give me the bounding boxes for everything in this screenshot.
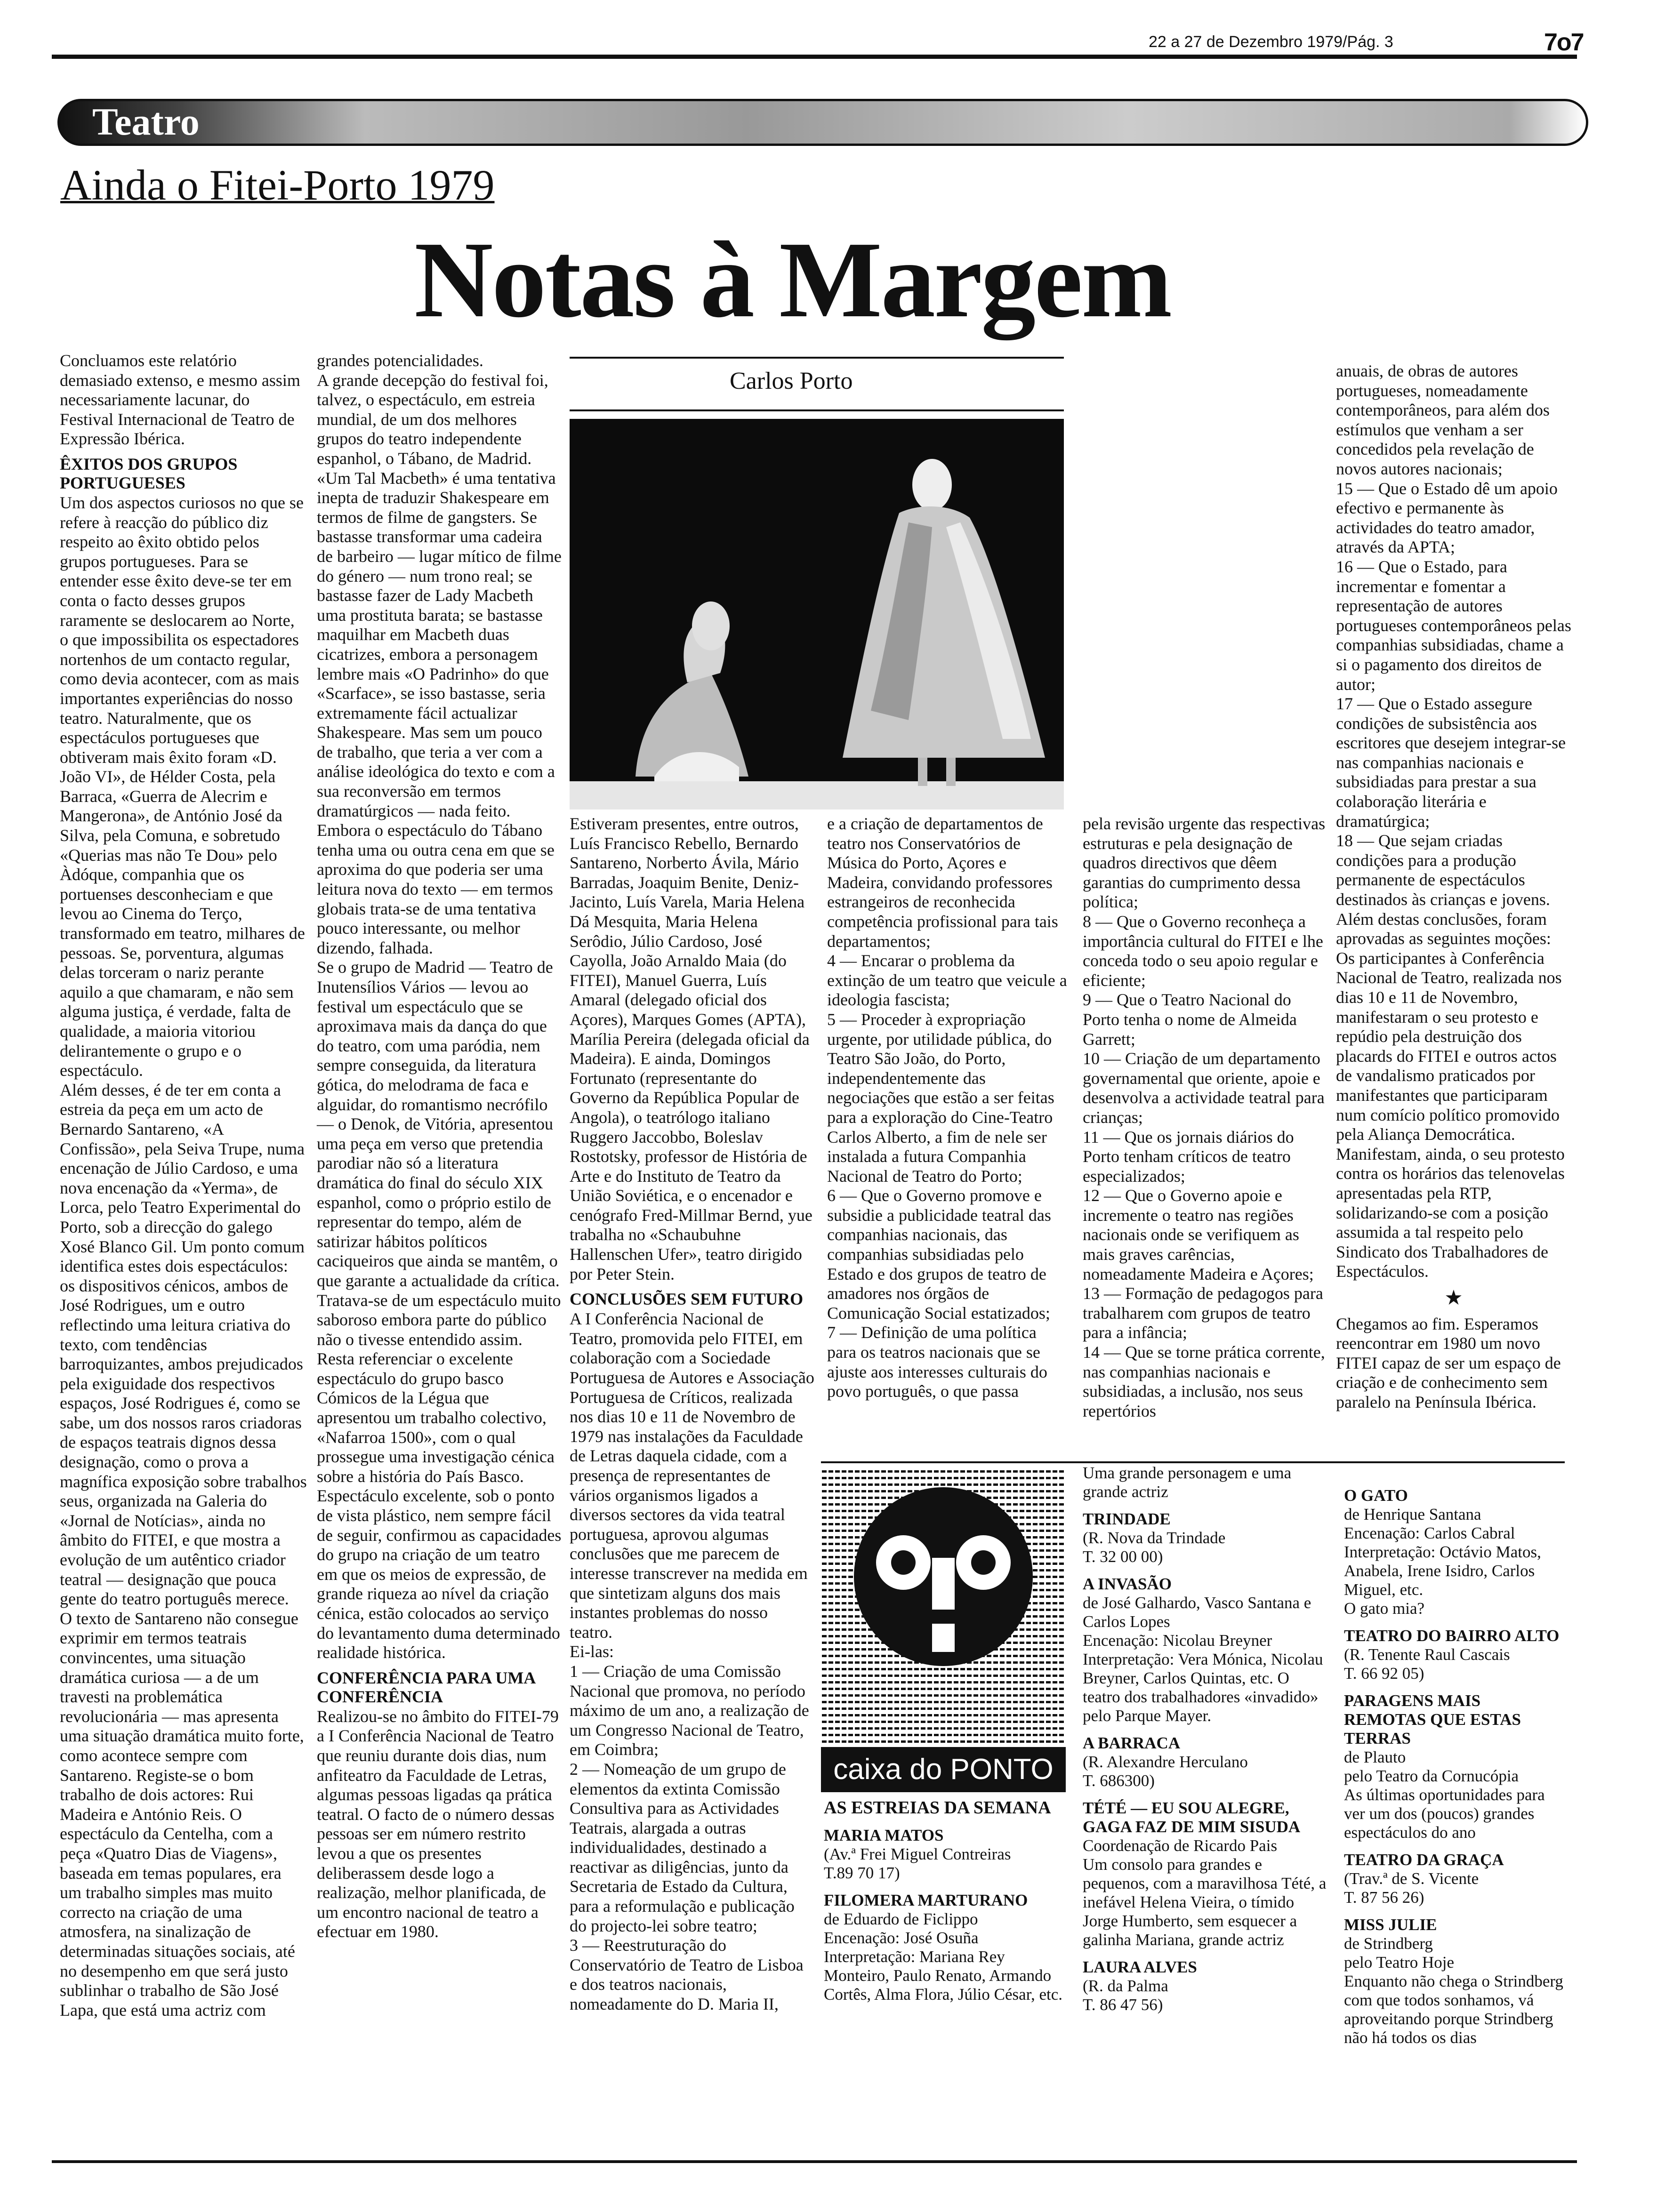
byline-rule-top bbox=[570, 357, 1064, 359]
article-column-4 bbox=[827, 814, 1067, 1402]
caixa-do-ponto-graphic bbox=[821, 1468, 1066, 1798]
header-top-rule bbox=[52, 55, 1577, 59]
listing-line: T. 32 00 00) bbox=[1083, 1547, 1163, 1566]
listing-line: Uma grande personagem e uma grande actriz bbox=[1083, 1464, 1292, 1501]
paragraph: Um dos aspectos curiosos no que se refere à reacção do público diz respeito ao êxito obtido pelos grupos portugueses. Para se entender esse êxito deve-se ter em conta o facto desses grupos raramente se deslocarem ao Norte, o que impossibilita os espectadores nortenhos de um contacto regular, como devia acontecer, com as mais importantes experiências do nosso teatro. Naturalmente, que os espectáculos portugueses que obtiveram mais êxito foram «D. João VI», de Hélder Costa, pela Barraca, «Guerra de Alecrim e Mangerona», de António José da Silva, pela Comuna, e sobretudo «Querias mas não Te Dou» pelo Àdóque, companhia que os portuenses desconheciam e que levou ao Cinema do Terço, transformado em teatro, milhares de pessoas. Se, porventura, algumas delas torceram o nariz perante aquilo a que chamaram, e não sem alguma justiça, é verdade, falta de qualidade, a maioria vitoriou delirantemente o grupo e o espectáculo. bbox=[60, 493, 305, 1080]
listing-title: A BARRACA bbox=[1083, 1734, 1181, 1752]
listing-line: O gato mia? bbox=[1344, 1599, 1425, 1618]
listing-line: Interpretação: Vera Mónica, Nicolau Breyner, Carlos Quintas, etc. O teatro dos trabalhadores «invadido» pelo Parque Mayer. bbox=[1083, 1650, 1323, 1725]
box-top-rule bbox=[821, 1461, 1565, 1463]
listing-line: de Strindberg bbox=[1344, 1934, 1433, 1953]
subheading: CONCLUSÕES SEM FUTURO bbox=[570, 1290, 804, 1309]
listing-line: T. 66 92 05) bbox=[1344, 1664, 1424, 1683]
listing-line: pelo Teatro da Cornucópia bbox=[1344, 1767, 1519, 1785]
listing-line: Interpretação: Mariana Rey Monteiro, Paulo Renato, Armando Cortês, Alma Flora, Júlio César, etc. bbox=[824, 1948, 1062, 2004]
paragraph: Se o grupo de Madrid — Teatro de Inutensílios Vários — levou ao festival um espectáculo que se aproximava mais da dança do que do teatro, com uma paródia, nem sempre conseguida, da literatura gótica, do melodrama de faca e alguidar, do romantismo necrófilo — o Denok, de Vitória, apresentou uma peça em verso que pretendia parodiar não só a literatura dramática do final do século XIX espanhol, como o próprio estilo de representar do tempo, além de satirizar hábitos políticos caciqueiros que ainda se mantêm, o que garante a actualidade da crítica. bbox=[317, 958, 560, 1290]
paragraph: Manifestam, ainda, o seu protesto contra os horários das telenovelas apresentadas pela RTP, solidarizando-se com a posição assumida a tal respeito pelo Sindicato dos Trabalhadores de Espectáculos. bbox=[1336, 1144, 1565, 1281]
header-date-page: 22 a 27 de Dezembro 1979/Pág. 3 bbox=[1149, 33, 1393, 51]
listing-line: As últimas oportunidades para ver um dos (poucos) grandes espectáculos do ano bbox=[1344, 1786, 1545, 1842]
listing-line: Um consolo para grandes e pequenos, com a maravilhosa Tété, a inefável Helena Vieira, o tímido Jorge Humberto, sem esquecer a galinha Mariana, grande actriz bbox=[1083, 1855, 1327, 1949]
paragraph: Chegamos ao fim. Esperamos reencontrar em 1980 um novo FITEI capaz de ser um espaço de criação e de conhecimento sem paralelo na Península Ibérica. bbox=[1336, 1314, 1561, 1411]
article-column-2 bbox=[317, 351, 562, 1942]
paragraph: Além desses, é de ter em conta a estreia da peça em um acto de Bernardo Santareno, «A Confissão», pela Seiva Trupe, numa encenação de Júlio Cardoso, e uma nova encenação da «Yerma», de Lorca, pelo Teatro Experimental do Porto, sob a direcção do galego Xosé Blanco Gil. Um ponto comum identifica estes dois espectáculos: os dispositivos cénicos, ambos de José Rodrigues, um e outro reflectindo uma leitura criativa do texto, com tendências barroquizantes, ambos prejudicados pela exiguidade dos respectivos espaços, José Rodrigues é, como se sabe, um dos nossos raros criadoras de espaços teatrais dignos dessa designação, como o prova a magnífica exposição sobre trabalhos seus, organizada na Galeria do «Jornal de Notícias», ainda no âmbito do FITEI, e que mostra a evolução de um autêntico criador teatral — designação que pouca gente do teatro português merece. bbox=[60, 1080, 307, 1609]
listing-line: (R. Tenente Raul Cascais bbox=[1344, 1645, 1510, 1664]
listing-title: TÉTÉ — EU SOU ALEGRE, GAGA FAZ DE MIM SISUDA bbox=[1083, 1799, 1301, 1836]
subheading: CONFERÊNCIA PARA UMA CONFERÊNCIA bbox=[317, 1668, 535, 1706]
paragraph: e a criação de departamentos de teatro nos Conservatórios de Música do Porto, Açores e Madeira, convidando professores estrangeiros de reconhecida competência profissional para tais departamentos; bbox=[827, 814, 1058, 951]
listing-line: de Eduardo de Ficlippo bbox=[824, 1910, 978, 1928]
byline: Carlos Porto bbox=[730, 368, 853, 394]
paragraph: 5 — Proceder à expropriação urgente, por utilidade pública, do Teatro São João, do Porto, independentemente das negociações que estão a ser feitas para a exploração do Cine-Teatro Carlos Alberto, a fim de nele ser instalada a futura Companhia Nacional de Teatro do Porto; bbox=[827, 1010, 1054, 1186]
listing-title: MISS JULIE bbox=[1344, 1915, 1437, 1934]
paragraph: O texto de Santareno não consegue exprimir em termos teatrais convincentes, uma situação dramática curiosa — a de um travesti na problemática revolucionária — mas apresenta uma situação dramática muito forte, como acontece sempre com Santareno. Registe-se o bom trabalho de dois actores: Rui Madeira e António Reis. O espectáculo da Centelha, com a peça «Quatro Dias de Viagens», baseada em temas populares, era um trabalho simples mas muito correcto na criação de uma atmosfera, na sinalização de determinadas situações sociais, até no desempenho em que será justo sublinhar o trabalho de São José Lapa, que está uma actriz com bbox=[60, 1609, 304, 2020]
headline: Notas à Margem bbox=[414, 219, 1171, 340]
section-label: Teatro bbox=[92, 100, 200, 143]
paragraph: Tratava-se de um espectáculo muito saboroso embora parte do público não o tivesse entendido assim. bbox=[317, 1290, 561, 1349]
paragraph: A grande decepção do festival foi, talvez, o espectáculo, em estreia mundial, de um dos melhores grupos do teatro independente espanhol, o Tábano, de Madrid. «Um Tal Macbeth» é uma tentativa inepta de traduzir Shakespeare em termos de filme de gangsters. Se bastasse transformar uma cadeira de barbeiro — lugar mítico de filme do género — num trono real; se bastasse fazer de Lady Macbeth uma prostituta barata; se bastasse maquilhar em Macbeth duas cicatrizes, embora a personagem lembre mais «O Padrinho» do que «Scarface», se isso bastasse, seria extremamente fácil actualizar Shakespeare. Mas sem um pouco de trabalho, que teria a ver com a análise ideológica do texto e com a sua reconversão em termos dramatúrgicos — nada feito. Embora o espectáculo do Tábano tenha uma ou outra cena em que se aproxima do que poderia ser uma leitura nova do texto — em termos globais trata-se de uma tentativa pouco interessante, ou melhor dizendo, falhada. bbox=[317, 370, 562, 957]
listing-line: Encenação: Nicolau Breyner bbox=[1083, 1631, 1272, 1650]
byline-rule-bottom bbox=[570, 409, 1064, 411]
paragraph: 7 — Definição de uma política para os teatros nacionais que se ajuste aos interesses culturais do povo português, o que passa bbox=[827, 1323, 1047, 1401]
article-column-1 bbox=[60, 351, 307, 2020]
paragraph: 14 — Que se torne prática corrente, nas companhias nacionais e subsidiadas, a inclusão, nos seus repertórios bbox=[1083, 1343, 1325, 1420]
caixa-do-ponto-label: caixa do PONTO bbox=[821, 1747, 1066, 1792]
stage-photo bbox=[570, 419, 1064, 809]
listing-title: FILOMERA MARTURANO bbox=[824, 1891, 1028, 1909]
paragraph: 3 — Reestruturação do Conservatório de Teatro de Lisboa e dos teatros nacionais, nomeadamente do D. Maria II, bbox=[570, 1936, 804, 2014]
listing-line: (R. da Palma bbox=[1083, 1977, 1168, 1995]
listing-line: Encenação: José Osuña bbox=[824, 1929, 979, 1947]
paragraph: 8 — Que o Governo reconheça a importância cultural do FITEI e lhe conceda todo o seu apoio regular e eficiente; bbox=[1083, 912, 1323, 990]
listing-line: de José Galhardo, Vasco Santana e Carlos Lopes bbox=[1083, 1594, 1311, 1631]
subheading: ÊXITOS DOS GRUPOS PORTUGUESES bbox=[60, 454, 238, 492]
paragraph: Além destas conclusões, foram aprovadas as seguintes moções: Os participantes à Conferência Nacional de Teatro, realizada nos dias 10 e 11 de Novembro, manifestaram o seu protesto e repúdio pela destruição dos placards do FITEI e outros actos de vandalismo praticados por manifestantes que participaram num comício político promovido pela Aliança Democrática. bbox=[1336, 909, 1562, 1144]
paragraph: 16 — Que o Estado, para incrementar e fomentar a representação de autores portugueses contemporâneos pelas companhias subsidiadas, chame a si o pagamento dos direitos de autor; bbox=[1336, 557, 1571, 694]
listing-line: T.89 70 17) bbox=[824, 1864, 900, 1882]
article-column-6 bbox=[1336, 361, 1571, 1412]
paragraph: Resta referenciar o excelente espectáculo do grupo basco Cómicos de la Légua que apresentou um trabalho colectivo, «Nafarroa 1500», com o qual prossegue uma investigação cénica sobre a história do País Basco. Espectáculo excelente, sob o ponto de vista plástico, nem sempre fácil de seguir, confirmou as capacidades do grupo na criação de um teatro em que os meios de expressão, de grande riqueza ao nível da criação cénica, estão colocados ao serviço do levantamento duma determinado realidade histórica. bbox=[317, 1349, 562, 1662]
paragraph: Ei-las: bbox=[570, 1642, 614, 1661]
paragraph: 12 — Que o Governo apoie e incremente o teatro nas regiões nacionais onde se verifiquem as mais graves carências, nomeadamente Madeira e Açores; bbox=[1083, 1186, 1314, 1283]
paragraph: pela revisão urgente das respectivas estruturas e pela designação de quadros directivos que dêem garantias do cumprimento dessa política; bbox=[1083, 814, 1326, 912]
listing-title: TEATRO DA GRAÇA bbox=[1344, 1851, 1504, 1869]
paragraph: 11 — Que os jornais diários do Porto tenham críticos de teatro especializados; bbox=[1083, 1127, 1294, 1186]
article-column-5 bbox=[1083, 814, 1330, 1421]
listing-title: MARIA MATOS bbox=[824, 1826, 944, 1844]
paragraph: Estiveram presentes, entre outros, Luís Francisco Rebello, Bernardo Santareno, Norberto Ávila, Mário Barradas, Joaquim Benite, Deniz-Jacinto, Luís Varela, Maria Helena Dá Mesquita, Maria Helena Serôdio, Júlio Cardoso, José Cayolla, João Arnaldo Maia (do FITEI), Manuel Guerra, Luís Amaral (delegado oficial dos Açores), Marques Gomes (APTA), Marília Pereira (delegada oficial da Madeira). E ainda, Domingos Fortunato (representante do Governo da República Popular de Angola), o teatrólogo italiano Ruggero Jaccobbo, Boleslav Rostotsky, professor de História de Arte e do Instituto de Teatro da União Soviética, e o encenador e cenógrafo Fred-Millmar Bernd, yue trabalha no «Schaubuhne Hallenschen Ufer», teatro dirigido por Peter Stein. bbox=[570, 814, 812, 1283]
listing-title: O GATO bbox=[1344, 1486, 1408, 1505]
paragraph: A I Conferência Nacional de Teatro, promovida pelo FITEI, em colaboração com a Sociedade Portuguesa de Autores e Associação Portuguesa de Críticos, realizada nos dias 10 e 11 de Novembro de 1979 nas instalações da Faculdade de Letras daquela cidade, com a presença de representantes de vários organismos ligados a diversos sectores da vida teatral portuguesa, aprovou algumas conclusões que me parecem de interesse transcrever na medida em que sintetizam alguns dos mais instantes problemas do nosso teatro. bbox=[570, 1309, 814, 1642]
photo-illustration bbox=[570, 419, 1064, 809]
section-star: ★ bbox=[1444, 1286, 1463, 1309]
paragraph: 4 — Encarar o problema da extinção de um teatro que veicule a ideologia fascista; bbox=[827, 951, 1067, 1010]
listing-line: (Trav.ª de S. Vicente bbox=[1344, 1869, 1479, 1888]
box-column-c bbox=[1344, 1478, 1565, 2047]
paragraph: 2 — Nomeação de um grupo de elementos da extinta Comissão Consultiva para as Actividades Teatrais, alargada a outras individualidades, destinado a reactivar as diligências, junto da Secretaria de Estado da Cultura, para a reformulação e publicação do projecto-lei sobre teatro; bbox=[570, 1759, 795, 1935]
paragraph: 15 — Que o Estado dê um apoio efectivo e permanente às actividades do teatro amador, através da APTA; bbox=[1336, 479, 1558, 557]
paragraph: 9 — Que o Teatro Nacional do Porto tenha o nome de Almeida Garrett; bbox=[1083, 990, 1297, 1049]
box-title: AS ESTREIAS DA SEMANA bbox=[824, 1798, 1051, 1818]
listing-line: (R. Nova da Trindade bbox=[1083, 1529, 1226, 1547]
listing-line: Encenação: Carlos Cabral bbox=[1344, 1524, 1515, 1542]
listing-title: A INVASÃO bbox=[1083, 1575, 1172, 1593]
box-column-a bbox=[824, 1798, 1064, 2004]
newspaper-logo: 7o7 bbox=[1544, 29, 1584, 56]
paragraph: 13 — Formação de pedagogos para trabalharem com grupos de teatro para a infância; bbox=[1083, 1284, 1323, 1342]
listing-title: LAURA ALVES bbox=[1083, 1958, 1197, 1976]
listing-line: T. 686300) bbox=[1083, 1771, 1155, 1790]
listing-title: PARAGENS MAIS REMOTAS QUE ESTAS TERRAS bbox=[1344, 1691, 1521, 1747]
paragraph: Concluamos este relatório demasiado extenso, e mesmo assim necessariamente lacunar, do Festival Internacional de Teatro de Expressão Ibérica. bbox=[60, 351, 300, 449]
box-column-b bbox=[1083, 1464, 1327, 2014]
paragraph: 18 — Que sejam criadas condições para a produção permanente de espectáculos destinados às crianças e jovens. bbox=[1336, 831, 1550, 909]
paragraph: grandes potencialidades. bbox=[317, 351, 483, 370]
listing-line: Interpretação: Octávio Matos, Anabela, Irene Isidro, Carlos Miguel, etc. bbox=[1344, 1543, 1541, 1599]
listing-line: de Plauto bbox=[1344, 1748, 1406, 1766]
listing-line: Enquanto não chega o Strindberg com que todos sonhamos, vá aproveitando porque Strindberg não há todos os dias bbox=[1344, 1972, 1563, 2047]
paragraph: 17 — Que o Estado assegure condições de subsistência aos escritores que desejem integrar-se nas companhias nacionais e subsidiadas para prestar a sua colaboração literária e dramatúrgica; bbox=[1336, 694, 1566, 831]
listing-line: T. 87 56 26) bbox=[1344, 1888, 1424, 1907]
listing-line: (Av.ª Frei Miguel Contreiras bbox=[824, 1845, 1011, 1863]
listing-line: Coordenação de Ricardo Pais bbox=[1083, 1836, 1278, 1855]
paragraph: Realizou-se no âmbito do FITEI-79 a I Conferência Nacional de Teatro que reuniu durante dois dias, num anfiteatro da Faculdade de Letras, algumas pessoas ligadas qa prática teatral. O facto de o número dessas pessoas ser em número restrito levou a que os presentes deliberassem desde logo a realização, melhor planificada, de um encontro nacional de teatro a efectuar em 1980. bbox=[317, 1707, 559, 1941]
paragraph: 6 — Que o Governo promove e subsidie a publicidade teatral das companhias nacionais, das companhias subsidiadas pelo Estado e dos grupos de teatro de amadores nos órgãos de Comunicação Social estatizados; bbox=[827, 1186, 1051, 1322]
listing-line: (R. Alexandre Herculano bbox=[1083, 1753, 1248, 1771]
listing-line: de Henrique Santana bbox=[1344, 1505, 1481, 1523]
kicker: Ainda o Fitei-Porto 1979 bbox=[60, 161, 495, 209]
article-column-3 bbox=[570, 814, 814, 2014]
paragraph: anuais, de obras de autores portugueses, nomeadamente contemporâneos, para além dos estímulos que venham a ser concedidos pela revelação de novos autores nacionais; bbox=[1336, 361, 1550, 478]
listing-title: TEATRO DO BAIRRO ALTO bbox=[1344, 1627, 1560, 1645]
mask-illustration bbox=[821, 1468, 1066, 1746]
listing-title: TRINDADE bbox=[1083, 1510, 1171, 1528]
listing-line: T. 86 47 56) bbox=[1083, 1996, 1163, 2014]
paragraph: 1 — Criação de uma Comissão Nacional que promova, no período máximo de um ano, a realização de um Congresso Nacional de Teatro, em Coimbra; bbox=[570, 1661, 809, 1759]
listing-line: pelo Teatro Hoje bbox=[1344, 1953, 1455, 1972]
page-bottom-rule bbox=[52, 2160, 1577, 2163]
section-banner bbox=[57, 99, 1588, 146]
paragraph: 10 — Criação de um departamento governamental que oriente, apoie e desenvolva a actividade teatral para crianças; bbox=[1083, 1049, 1325, 1127]
